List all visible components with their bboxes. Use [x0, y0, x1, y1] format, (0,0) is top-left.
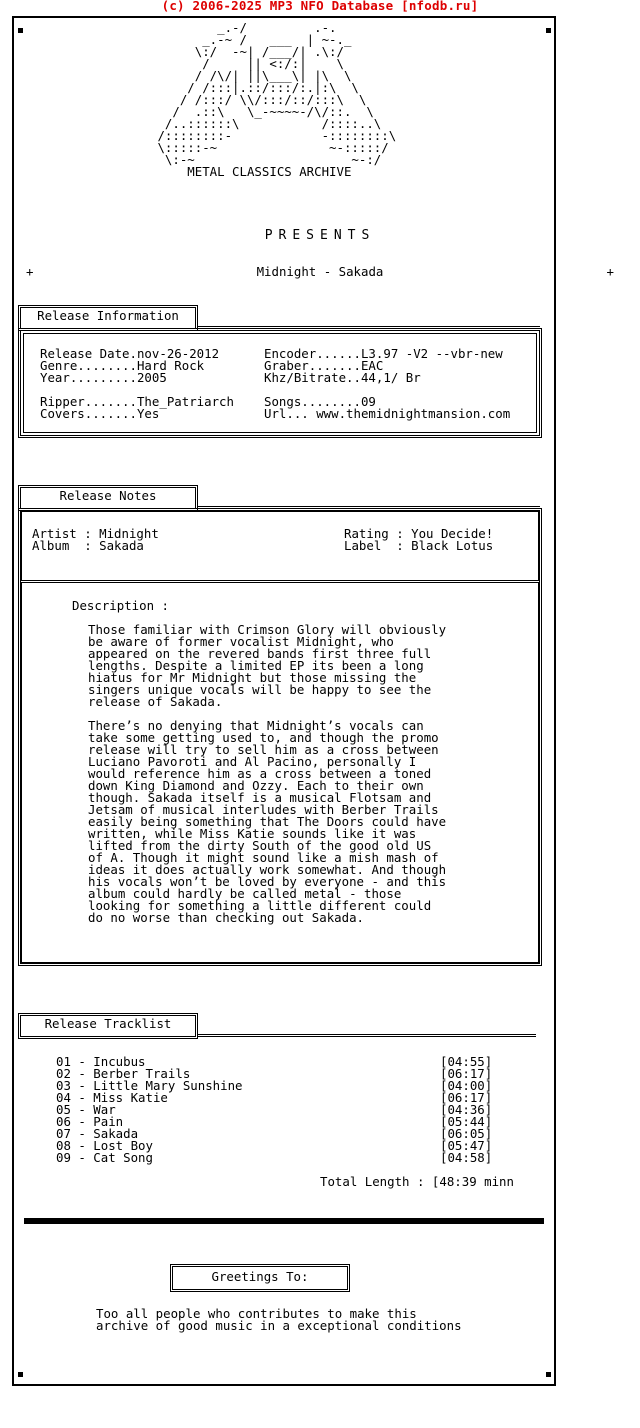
tracklist-rule: [196, 1034, 536, 1037]
release-info-tab: Release Information: [18, 305, 198, 331]
description-label: Description :: [72, 598, 169, 613]
corner-dot-bottom-left: [18, 1372, 23, 1377]
track-time: [05:47]: [440, 1138, 493, 1153]
site-header: (c) 2006-2025 MP3 NFO Database [nfodb.ru]: [161, 0, 479, 13]
track-row: [56, 1092, 500, 1104]
release-title: Midnight - Sakada: [256, 264, 384, 279]
track-name: 02 - Berber Trails: [56, 1066, 191, 1081]
track-name: 05 - War: [56, 1102, 116, 1117]
track-time: [04:00]: [440, 1078, 493, 1093]
track-time: [04:55]: [440, 1054, 493, 1069]
release-info-right: Encoder......L3.97 -V2 --vbr-new Graber.......EAC Khz/Bitrate..44,1/ Br Songs........09 Url... www.themidnightmansion.com: [264, 346, 511, 421]
track-name: 03 - Little Mary Sunshine: [56, 1078, 243, 1093]
tracklist-tab: Release Tracklist: [18, 1013, 198, 1039]
total-length: Total Length : [48:39 minn: [320, 1174, 514, 1189]
track-time: [06:05]: [440, 1126, 493, 1141]
track-name: 07 - Sakada: [56, 1126, 139, 1141]
track-time: [04:36]: [440, 1102, 493, 1117]
track-name: 09 - Cat Song: [56, 1150, 153, 1165]
ascii-logo: _.-/ .-. _.-~ / ___ | ~-._ \:/ -~| /___/| .\:/ / || <:/:| \ / /\/| ||\___\| |\ \ / /:::|.::/:::/:.|:\ \ / /:::/ \\/:::/::/:::\ \ / .::\ \_-~~~~-/\/::. \ /..::::::\ /::::..\ /::::::::- -::::::::\ \:::::-~ ~-:::::/ \:-~ ~-:/ METAL CLASSICS ARCHIVE: [157, 20, 397, 179]
track-name: 04 - Miss Katie: [56, 1090, 168, 1105]
section-divider: [24, 1218, 544, 1224]
plus-marker-right: +: [606, 264, 614, 279]
greetings-tab: Greetings To:: [170, 1264, 350, 1292]
corner-dot-bottom-right: [546, 1372, 551, 1377]
track-time: [06:17]: [440, 1066, 493, 1081]
track-name: 08 - Lost Boy: [56, 1138, 153, 1153]
release-info-left: Release Date.nov-26-2012 Genre........Hard Rock Year.........2005 Ripper.......The_Patriarch Covers.......Yes: [40, 346, 234, 421]
track-row: [56, 1152, 500, 1164]
corner-dot-top-left: [18, 28, 23, 33]
track-time: [05:44]: [440, 1114, 493, 1129]
track-time: [06:17]: [440, 1090, 493, 1105]
presents-heading: PRESENTS: [264, 228, 376, 243]
track-name: 01 - Incubus: [56, 1054, 146, 1069]
track-time: [04:58]: [440, 1150, 493, 1165]
release-notes-tab: Release Notes: [18, 485, 198, 511]
release-title-row: [14, 264, 626, 279]
corner-dot-top-right: [546, 28, 551, 33]
notes-artist-album: Artist : Midnight Album : Sakada: [32, 526, 159, 553]
track-name: 06 - Pain: [56, 1114, 124, 1129]
tracklist: [56, 1056, 500, 1164]
plus-marker-left: +: [26, 264, 34, 279]
greetings-text: Too all people who contributes to make this archive of good music in a exceptional conditions: [96, 1306, 462, 1333]
description-text: Those familiar with Crimson Glory will obviously be aware of former vocalist Midnight, who appeared on the revered bands first three full lengths. Despite a limited EP its been a long hiatus for Mr Midnight but those missing the singers unique vocals will be happy to see the release of Sakada. There’s no denying that Midnight’s vocals can take some getting used to, and though the promo release will try to sell him as a cross between Luciano Pavoroti and Al Pacino, personally I would reference him as a cross between a toned down King Diamond and Ozzy. Each to their own though. Sakada itself is a musical Flotsam and Jetsam of musical interludes with Berber Trails easily being something that The Doors could have written, while Miss Katie sounds like it was lifted from the dirty South of the good old US of A. Though it might sound like a mish mash of ideas it does actually work somewhat. And though his vocals won’t be loved by everyone - and this album could hardly be called metal - those looking for something a little different could do no worse than checking out Sakada.: [88, 622, 447, 925]
notes-rating-label: Rating : You Decide! Label : Black Lotus: [344, 526, 494, 553]
